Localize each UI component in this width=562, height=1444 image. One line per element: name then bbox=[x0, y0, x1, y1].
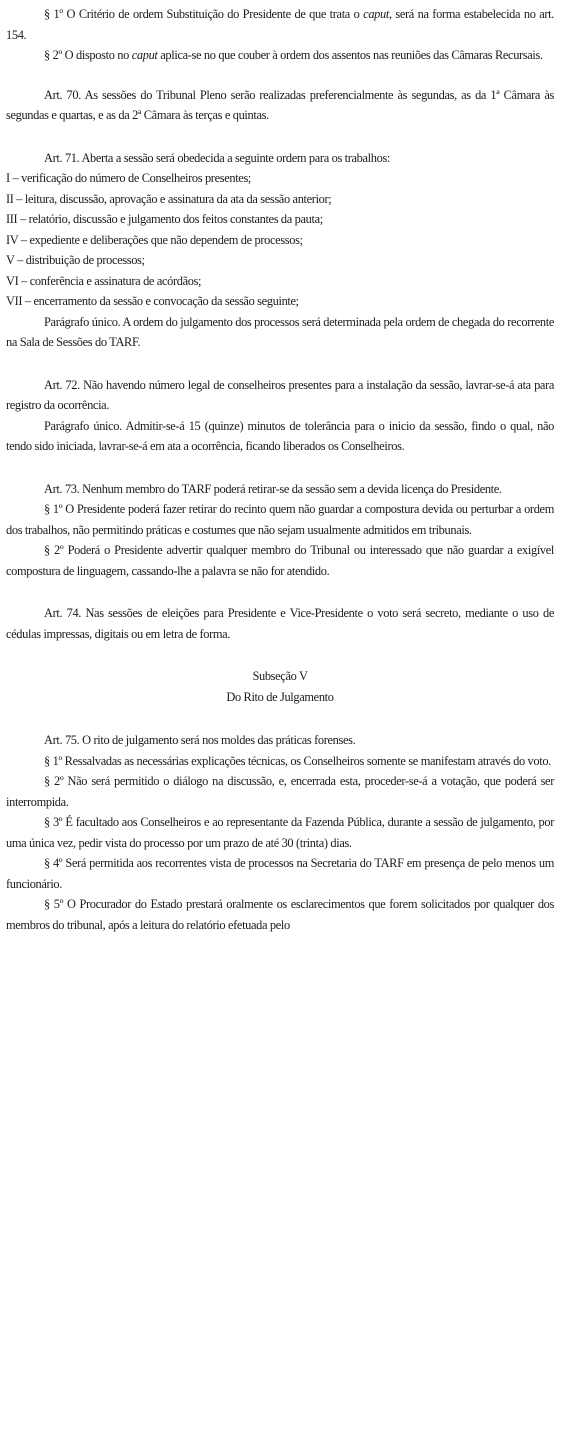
art72-paragraph: Art. 72. Não havendo número legal de conselheiros presentes para a instalação da sessão, lavrar-se-á ata para registro da ocorrência. bbox=[6, 377, 554, 412]
art73-paragraph: Art. 73. Nenhum membro do TARF poderá retirar-se da sessão sem a devida licença do Presidente. bbox=[44, 481, 502, 496]
art71-item: II – leitura, discussão, aprovação e assinatura da ata da sessão anterior; bbox=[6, 191, 332, 206]
subsection-title: Subseção V bbox=[252, 669, 308, 683]
art73-paragraph-1: § 1º O Presidente poderá fazer retirar do recinto quem não guardar a compostura devida ou perturbar a ordem dos trabalhos, não permitindo práticas e costumes que não sejam usualmente admitidos em tribunais. bbox=[6, 502, 554, 537]
art71-item: V – distribuição de processos; bbox=[6, 253, 145, 267]
art71-sole-paragraph: Parágrafo único. A ordem do julgamento dos processos será determinada pela ordem de chegada do recorrente na Sala de Sessões do TARF. bbox=[6, 314, 554, 349]
art75-paragraph-3: § 3º É facultado aos Conselheiros e ao representante da Fazenda Pública, durante a sessão de julgamento, por uma única vez, pedir vista do processo por um prazo de até 30 (trinta) dias. bbox=[6, 815, 554, 850]
art71-item: IV – expediente e deliberações que não dependem de processos; bbox=[6, 232, 303, 247]
document-page bbox=[6, 4, 554, 935]
art75-paragraph-2: § 2º Não será permitido o diálogo na discussão, e, encerrada esta, proceder-se-á a votação, que poderá ser interrompida. bbox=[6, 774, 554, 809]
art71-paragraph: Art. 71. Aberta a sessão será obedecida a seguinte ordem para os trabalhos: bbox=[44, 150, 391, 165]
art71-item: VI – conferência e assinatura de acórdãos; bbox=[6, 273, 202, 288]
art69-paragraph-1: § 1º O Critério de ordem Substituição do Presidente de que trata o caput, será na forma estabelecida no art. 154. bbox=[6, 7, 554, 42]
art75-paragraph: Art. 75. O rito de julgamento será nos moldes das práticas forenses. bbox=[44, 733, 356, 747]
subsection-subtitle: Do Rito de Julgamento bbox=[226, 690, 334, 704]
art71-item: VII – encerramento da sessão e convocação da sessão seguinte; bbox=[6, 294, 299, 308]
art71-item: I – verificação do número de Conselheiros presentes; bbox=[6, 171, 252, 185]
art75-paragraph-4: § 4º Será permitida aos recorrentes vista de processos na Secretaria do TARF em presença de pelo menos um funcionário. bbox=[6, 856, 554, 891]
art75-paragraph-5: § 5º O Procurador do Estado prestará oralmente os esclarecimentos que forem solicitados por qualquer dos membros do tribunal, após a leitura do relatório efetuada pelo bbox=[6, 897, 554, 932]
art71-item: III – relatório, discussão e julgamento dos feitos constantes da pauta; bbox=[6, 212, 323, 226]
art70-paragraph: Art. 70. As sessões do Tribunal Pleno serão realizadas preferencialmente às segundas, as da 1ª Câmara às segundas e quartas, e as da 2ª Câmara às terças e quintas. bbox=[6, 87, 554, 122]
art72-sole-paragraph: Parágrafo único. Admitir-se-á 15 (quinze) minutos de tolerância para o inicio da sessão, findo o qual, não tendo sido iniciada, lavrar-se-á em ata a ocorrência, ficando liberados os Conselheiros. bbox=[6, 418, 554, 453]
art75-paragraph-1: § 1º Ressalvadas as necessárias explicações técnicas, os Conselheiros somente se manifestam através do voto. bbox=[44, 753, 551, 768]
art73-paragraph-2: § 2º Poderá o Presidente advertir qualquer membro do Tribunal ou interessado que não guardar a exigível compostura de linguagem, cassando-lhe a palavra se não for atendido. bbox=[6, 543, 554, 578]
art74-paragraph: Art. 74. Nas sessões de eleições para Presidente e Vice-Presidente o voto será secreto, mediante o uso de cédulas impressas, digitais ou em letra de forma. bbox=[6, 606, 554, 641]
art69-paragraph-2: § 2º O disposto no caput aplica-se no que couber à ordem dos assentos nas reuniões das Câmaras Recursais. bbox=[44, 48, 543, 62]
